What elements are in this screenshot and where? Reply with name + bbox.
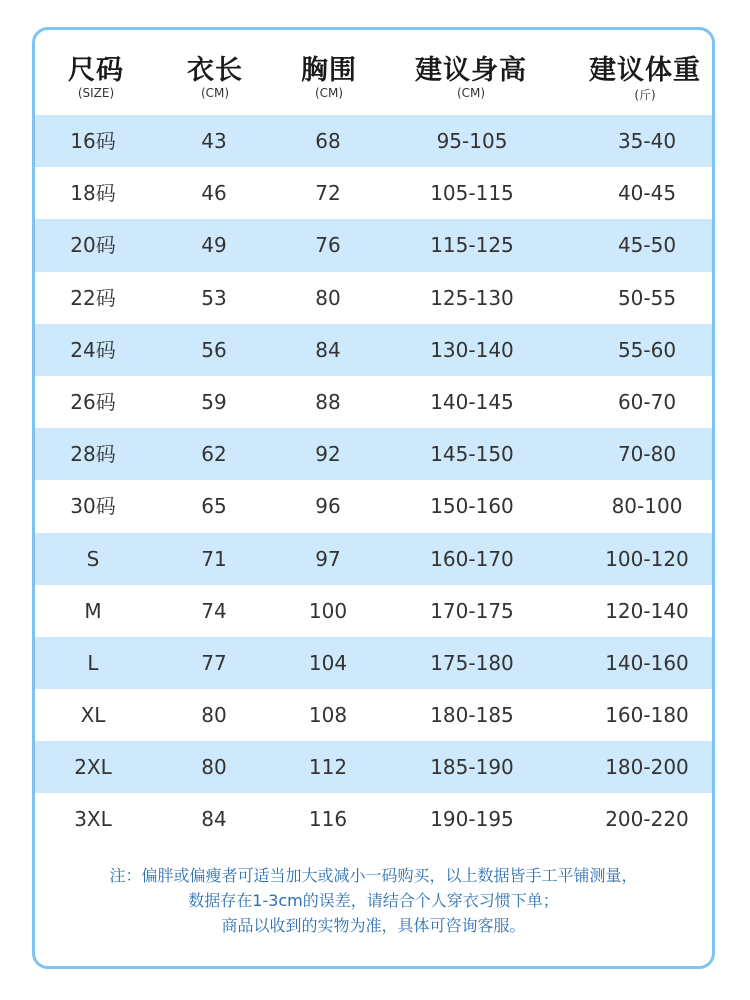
cell-size: 26码 [70, 389, 116, 414]
table-row [35, 533, 712, 585]
header-title: 胸围 [301, 55, 357, 86]
cell-weight: 40-45 [617, 181, 677, 206]
cell-length: 46 [201, 181, 227, 206]
cell-length: 80 [201, 703, 227, 728]
cell-length: 84 [201, 807, 227, 832]
table-body [35, 115, 712, 846]
table-row [35, 585, 712, 637]
cell-size: L [87, 650, 99, 675]
cell-length: 59 [201, 389, 227, 414]
cell-weight: 160-180 [605, 703, 689, 728]
cell-size: 28码 [70, 442, 116, 467]
cell-height: 105-115 [430, 181, 514, 206]
cell-length: 49 [201, 233, 227, 258]
header-unit: (SIZE) [77, 86, 115, 100]
table-row [35, 741, 712, 793]
measurement-note [35, 863, 712, 938]
cell-size: 16码 [70, 129, 116, 153]
cell-size: XL [80, 703, 106, 728]
header-title: 建议体重 [589, 55, 701, 86]
table-row [35, 480, 712, 532]
cell-height: 150-160 [430, 494, 514, 519]
table-row [35, 167, 712, 219]
cell-chest: 76 [315, 233, 341, 258]
table-row [35, 637, 712, 689]
cell-chest: 92 [315, 442, 341, 467]
cell-weight: 80-100 [611, 494, 683, 519]
cell-length: 65 [201, 494, 227, 519]
header-title: 尺码 [68, 55, 124, 86]
cell-size: 2XL [74, 755, 112, 780]
cell-weight: 70-80 [617, 442, 677, 467]
cell-chest: 104 [308, 650, 348, 675]
cell-chest: 97 [315, 546, 341, 571]
cell-weight: 200-220 [605, 807, 689, 832]
table-row [35, 115, 712, 167]
header-unit: (CM) [200, 86, 230, 100]
note-line: 注：偏胖或偏瘦者可适当加大或减小一码购买，以上数据皆手工平铺测量， [109, 866, 638, 885]
header-unit: (CM) [456, 86, 486, 100]
table-row [35, 376, 712, 428]
cell-height: 115-125 [430, 233, 514, 258]
cell-chest: 112 [308, 755, 348, 780]
cell-chest: 84 [315, 337, 341, 362]
cell-height: 175-180 [430, 650, 514, 675]
cell-height: 160-170 [430, 546, 514, 571]
cell-weight: 100-120 [605, 546, 689, 571]
cell-size: 18码 [70, 181, 116, 206]
cell-size: S [86, 546, 100, 571]
cell-weight: 55-60 [617, 337, 677, 362]
cell-size: 22码 [70, 285, 116, 310]
note-line: 商品以收到的实物为准，具体可咨询客服。 [221, 916, 526, 935]
cell-weight: 140-160 [605, 650, 689, 675]
cell-chest: 96 [315, 494, 341, 519]
cell-height: 145-150 [430, 442, 514, 467]
cell-weight: 120-140 [605, 598, 689, 623]
cell-length: 56 [201, 337, 227, 362]
cell-weight: 60-70 [617, 389, 677, 414]
cell-height: 125-130 [430, 285, 514, 310]
cell-height: 180-185 [430, 703, 514, 728]
cell-chest: 116 [308, 807, 348, 832]
cell-length: 53 [201, 285, 227, 310]
cell-weight: 50-55 [617, 285, 677, 310]
cell-height: 170-175 [430, 598, 514, 623]
cell-height: 140-145 [430, 389, 514, 414]
cell-weight: 45-50 [617, 233, 677, 258]
cell-size: 20码 [70, 233, 116, 258]
cell-length: 74 [201, 598, 227, 623]
cell-height: 190-195 [430, 807, 514, 832]
cell-length: 62 [201, 442, 227, 467]
table-row [35, 272, 712, 324]
cell-chest: 80 [315, 285, 341, 310]
cell-length: 71 [201, 546, 227, 571]
cell-chest: 88 [315, 389, 341, 414]
table-row [35, 793, 712, 845]
cell-length: 77 [201, 650, 227, 675]
cell-height: 185-190 [430, 755, 514, 780]
cell-length: 43 [201, 129, 227, 153]
cell-size: 3XL [74, 807, 112, 832]
table-row [35, 428, 712, 480]
cell-weight: 180-200 [605, 755, 689, 780]
cell-chest: 72 [315, 181, 341, 206]
header-title: 建议身高 [415, 55, 527, 86]
header-unit: (斤) [634, 88, 656, 102]
cell-height: 95-105 [436, 129, 508, 153]
cell-length: 80 [201, 755, 227, 780]
cell-chest: 108 [308, 703, 348, 728]
size-chart-card [32, 27, 715, 969]
table-row [35, 324, 712, 376]
cell-chest: 68 [315, 129, 341, 153]
table-row [35, 689, 712, 741]
header-title: 衣长 [187, 55, 243, 86]
cell-height: 130-140 [430, 337, 514, 362]
header-unit: (CM) [314, 86, 344, 100]
cell-chest: 100 [308, 598, 348, 623]
table-row [35, 219, 712, 271]
cell-size: M [84, 598, 102, 623]
cell-size: 30码 [70, 494, 116, 519]
table-header [35, 30, 712, 114]
note-line: 数据存在1-3cm的误差，请结合个人穿衣习惯下单； [188, 891, 559, 910]
cell-size: 24码 [70, 337, 116, 362]
cell-weight: 35-40 [617, 129, 677, 153]
